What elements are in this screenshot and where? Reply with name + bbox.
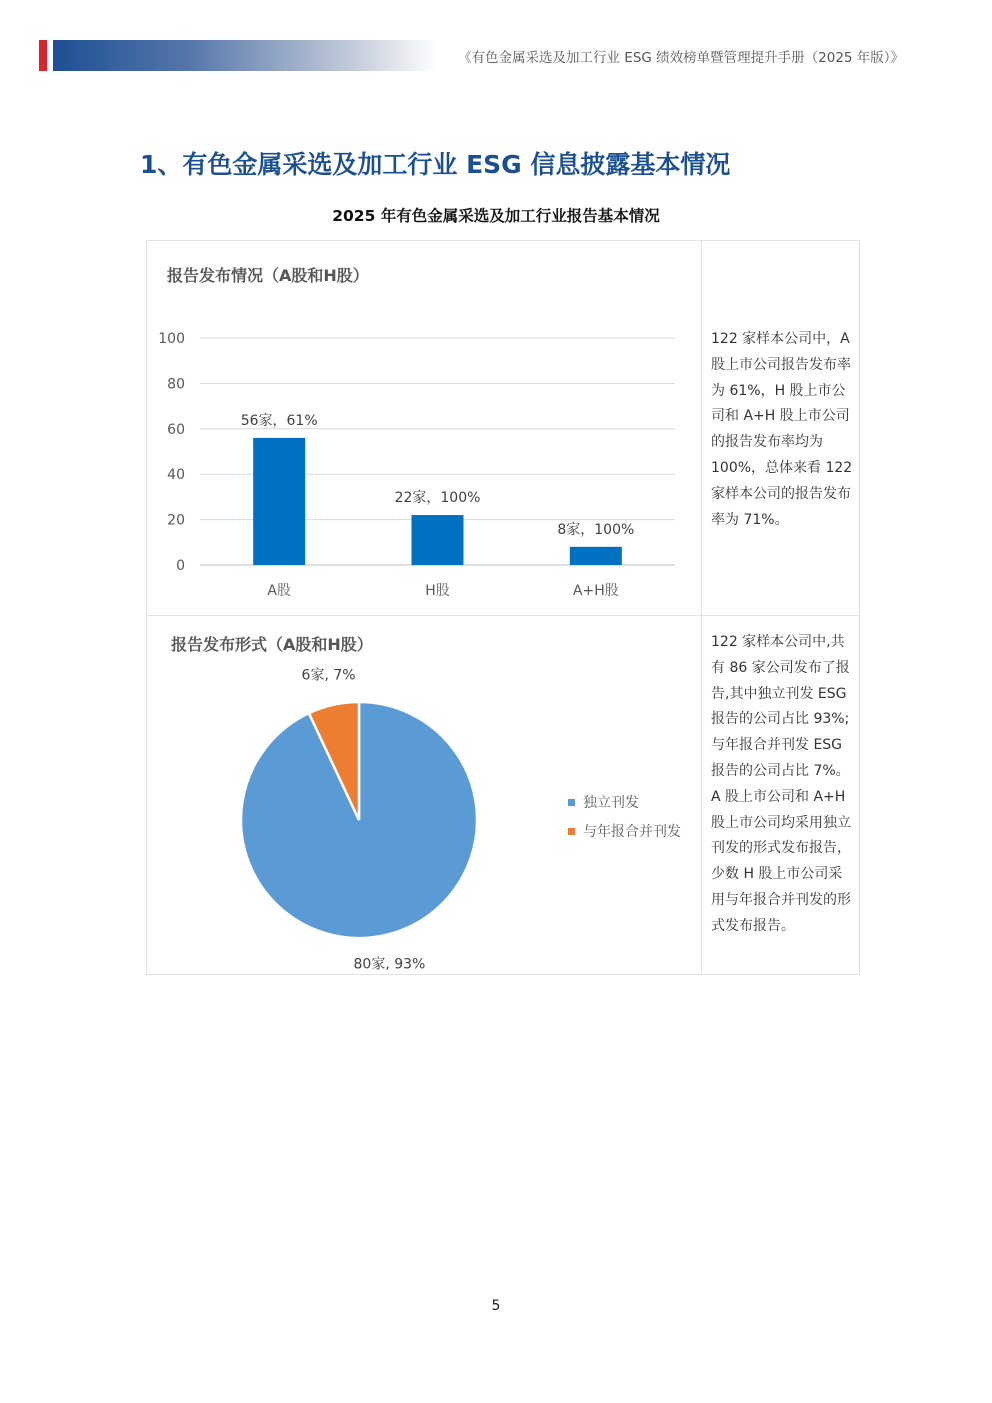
table-divider-vertical bbox=[701, 241, 702, 974]
bar bbox=[412, 515, 464, 565]
pie-data-label: 6家, 7% bbox=[301, 667, 356, 684]
legend-label: 独立刊发 bbox=[583, 795, 639, 811]
bar-chart-title: 报告发布情况（A股和H股） bbox=[167, 266, 369, 285]
pie-chart bbox=[147, 616, 699, 974]
summary-table bbox=[146, 240, 860, 975]
bar-chart bbox=[147, 241, 699, 613]
pie-chart-title: 报告发布形式（A股和H股） bbox=[171, 635, 373, 654]
header-gradient-bar bbox=[53, 40, 438, 71]
y-tick-label: 60 bbox=[167, 421, 185, 438]
legend-swatch bbox=[568, 828, 575, 835]
y-tick-label: 20 bbox=[167, 512, 185, 529]
section-title: 1、有色金属采选及加工行业 ESG 信息披露基本情况 bbox=[140, 150, 731, 179]
bar-data-label: 56家，61% bbox=[240, 412, 318, 429]
y-tick-label: 100 bbox=[158, 331, 185, 347]
table-title: 2025 年有色金属采选及加工行业报告基本情况 bbox=[332, 207, 660, 225]
x-tick-label: H股 bbox=[425, 583, 450, 599]
x-tick-label: A+H股 bbox=[572, 583, 619, 599]
legend-swatch bbox=[568, 799, 575, 806]
y-tick-label: 80 bbox=[167, 376, 185, 393]
header-text: 《有色金属采选及加工行业 ESG 绩效榜单暨管理提升手册（2025 年版）》 bbox=[458, 50, 905, 66]
page-number: 5 bbox=[491, 1298, 501, 1314]
bar-data-label: 22家，100% bbox=[394, 490, 481, 507]
y-tick-label: 40 bbox=[167, 467, 185, 484]
bar bbox=[253, 438, 305, 565]
pie-chart-description: 122 家样本公司中,共有 86 家公司发布了报告,其中独立刊发 ESG 报告的公司占比 93%;与年报合并刊发 ESG 报告的公司占比 7%。A 股上市公司和 A+H 股上市公司均采用独立刊发的形式发布报告，少数 H 股上市公司采用与年报合并刊发的形式发布报告。 bbox=[711, 634, 851, 934]
x-tick-label: A股 bbox=[267, 583, 291, 599]
bar-data-label: 8家，100% bbox=[557, 521, 635, 538]
legend-label: 与年报合并刊发 bbox=[583, 824, 681, 840]
bar bbox=[570, 547, 622, 565]
bar-chart-description: 122 家样本公司中，A 股上市公司报告发布率为 61%，H 股上市公司和 A+H 股上市公司的报告发布率均为 100%，总体来看 122 家样本公司的报告发布率为 71%。 bbox=[711, 331, 853, 528]
y-tick-label: 0 bbox=[176, 558, 185, 574]
pie-data-label: 80家, 93% bbox=[353, 956, 426, 973]
header-red-bar bbox=[39, 40, 47, 71]
